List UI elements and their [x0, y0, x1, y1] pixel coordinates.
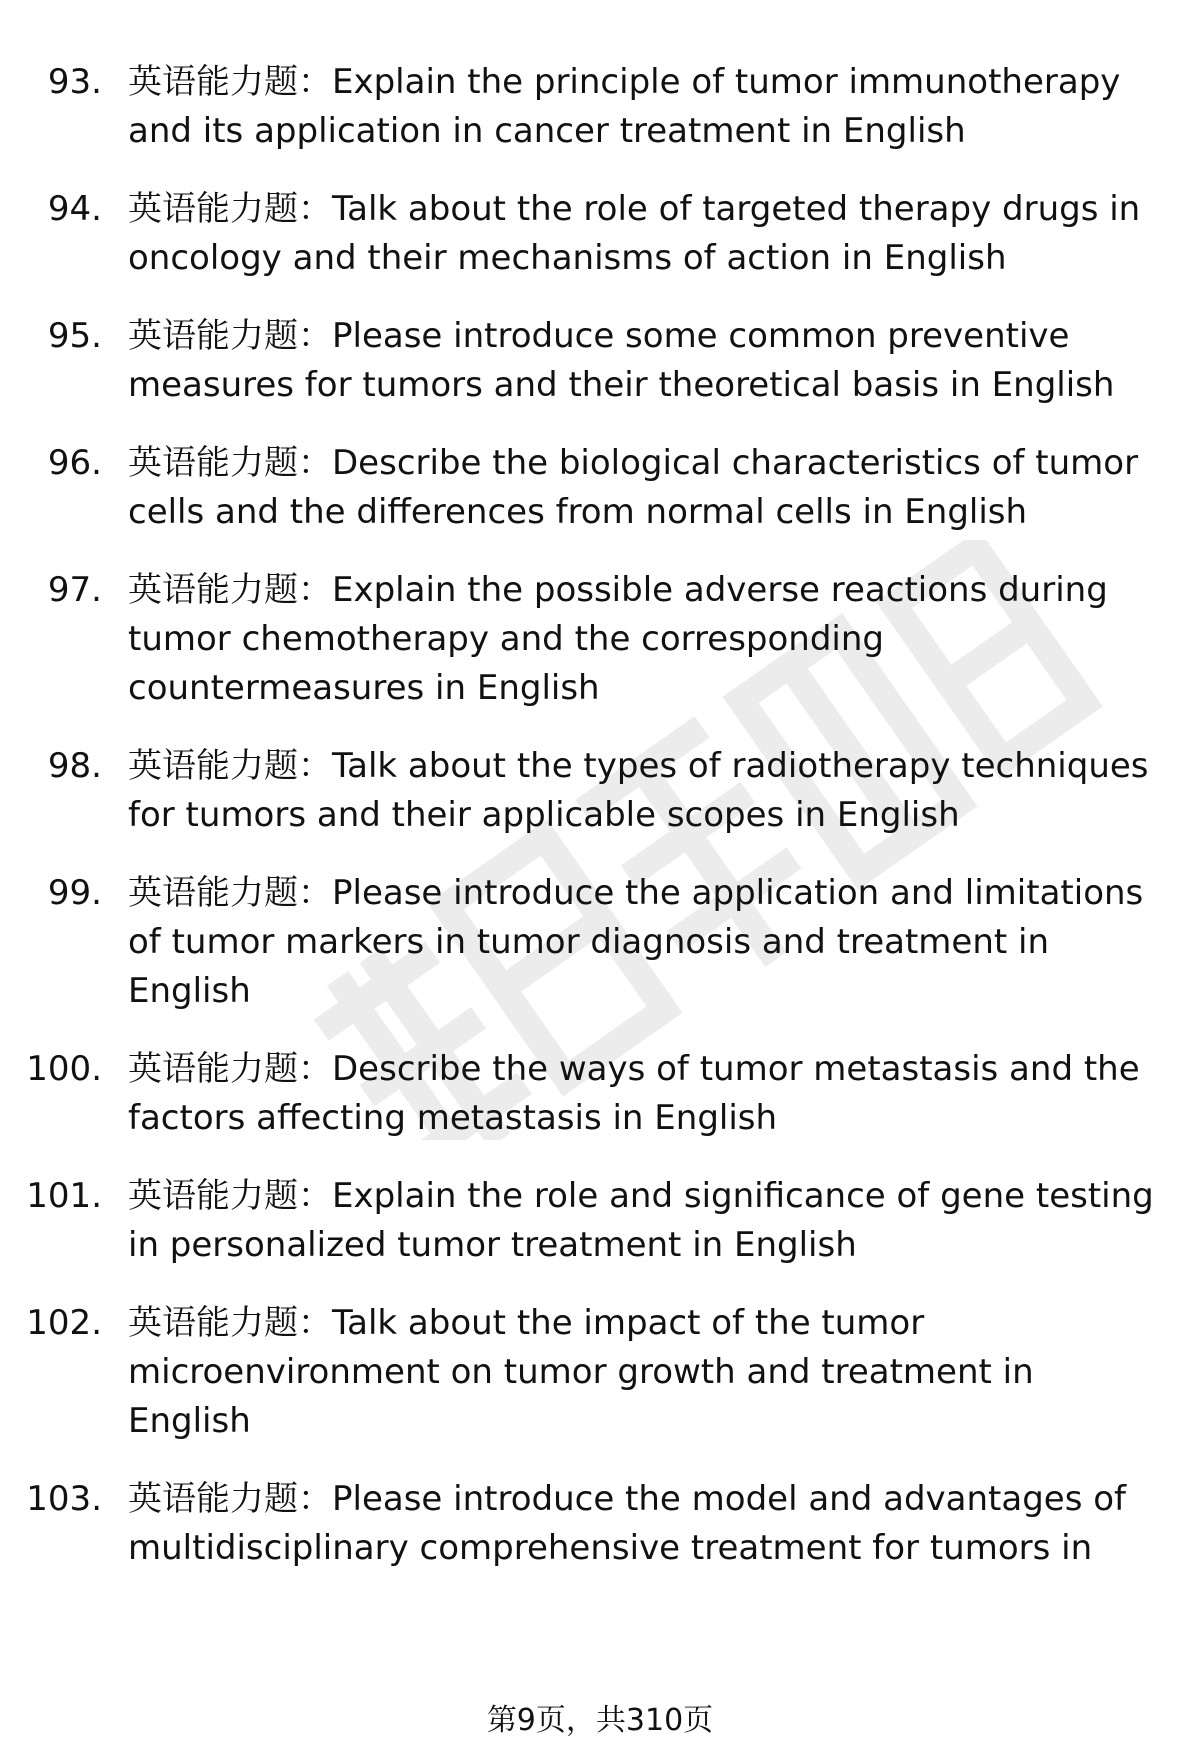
- question-body: [112, 185, 1164, 283]
- question-item: [0, 869, 1200, 1016]
- question-text: Talk about the types of radiotherapy techniques for tumors and their applicable scopes in English: [128, 746, 1149, 835]
- question-type-label: 英语能力题：: [128, 189, 332, 229]
- question-text: Please introduce some common preventive measures for tumors and their theoretical basis in English: [128, 316, 1115, 405]
- question-body: [112, 742, 1164, 840]
- question-body: [112, 1299, 1164, 1446]
- question-type-label: 英语能力题：: [128, 443, 332, 483]
- question-item: [0, 1299, 1200, 1446]
- question-body: [112, 312, 1164, 410]
- question-text: Describe the ways of tumor metastasis and the factors affecting metastasis in English: [128, 1049, 1140, 1138]
- question-item: [0, 312, 1200, 410]
- question-type-label: 英语能力题：: [128, 1176, 332, 1216]
- question-body: [112, 1172, 1164, 1270]
- question-item: [0, 1475, 1200, 1573]
- question-type-label: 英语能力题：: [128, 316, 332, 356]
- question-type-label: 英语能力题：: [128, 570, 332, 610]
- question-number: 95.: [47, 316, 102, 356]
- question-text: Explain the principle of tumor immunotherapy and its application in cancer treatment in English: [128, 62, 1121, 151]
- question-item: [0, 1045, 1200, 1143]
- question-number: 96.: [47, 443, 102, 483]
- question-item: [0, 1172, 1200, 1270]
- question-type-label: 英语能力题：: [128, 1303, 332, 1343]
- question-body: [112, 566, 1164, 713]
- question-item: [0, 742, 1200, 840]
- question-number: 98.: [47, 746, 102, 786]
- question-list: [0, 58, 1200, 1602]
- question-text: Talk about the impact of the tumor microenvironment on tumor growth and treatment in English: [128, 1303, 1034, 1441]
- question-text: Talk about the role of targeted therapy drugs in oncology and their mechanisms of action in English: [128, 189, 1141, 278]
- question-number: 103.: [26, 1479, 102, 1519]
- question-body: [112, 869, 1164, 1016]
- question-text: Explain the role and significance of gene testing in personalized tumor treatment in English: [128, 1176, 1154, 1265]
- question-item: [0, 439, 1200, 537]
- question-body: [112, 439, 1164, 537]
- question-item: [0, 185, 1200, 283]
- question-number: 94.: [47, 189, 102, 229]
- question-type-label: 英语能力题：: [128, 873, 332, 913]
- question-body: [112, 1475, 1164, 1573]
- question-number: 102.: [26, 1303, 102, 1343]
- question-number: 99.: [47, 873, 102, 913]
- page-footer: 第9页，共310页: [486, 1703, 714, 1738]
- question-item: [0, 566, 1200, 713]
- question-number: 97.: [47, 570, 102, 610]
- question-body: [112, 1045, 1164, 1143]
- question-number: 93.: [47, 62, 102, 102]
- question-number: 100.: [26, 1049, 102, 1089]
- question-item: [0, 58, 1200, 156]
- question-body: [112, 58, 1164, 156]
- question-number: 101.: [26, 1176, 102, 1216]
- question-type-label: 英语能力题：: [128, 62, 332, 102]
- question-text: Please introduce the model and advantages of multidisciplinary comprehensive treatment for tumors in: [128, 1479, 1126, 1568]
- question-type-label: 英语能力题：: [128, 746, 332, 786]
- question-text: Describe the biological characteristics of tumor cells and the differences from normal cells in English: [128, 443, 1139, 532]
- question-text: Please introduce the application and limitations of tumor markers in tumor diagnosis and treatment in English: [128, 873, 1144, 1011]
- question-text: Explain the possible adverse reactions during tumor chemotherapy and the corresponding countermeasures in English: [128, 570, 1108, 708]
- question-type-label: 英语能力题：: [128, 1049, 332, 1089]
- question-type-label: 英语能力题：: [128, 1479, 332, 1519]
